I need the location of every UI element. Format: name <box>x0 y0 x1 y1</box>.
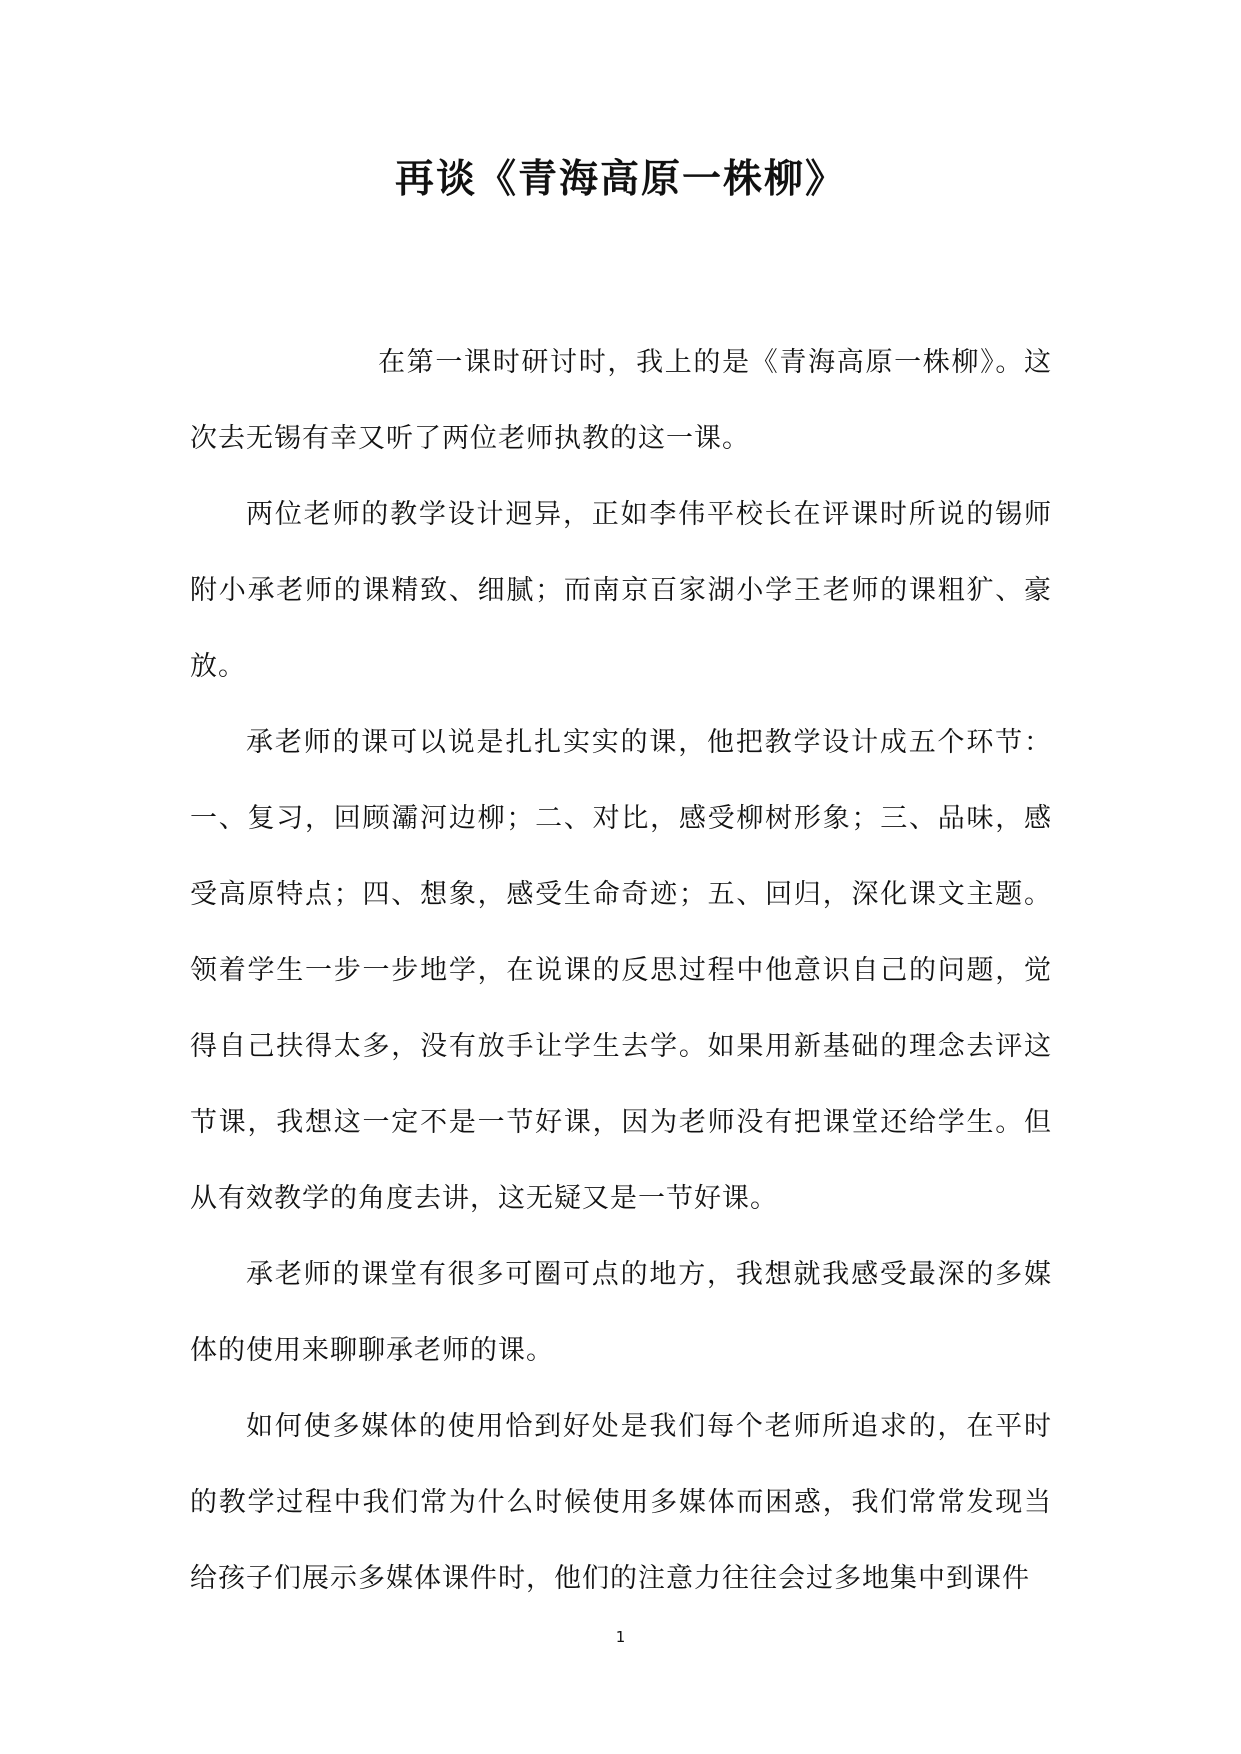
document-title: 再谈《青海高原一株柳》 <box>394 157 846 202</box>
document-body <box>190 325 1052 1617</box>
paragraph-5: 如何使多媒体的使用恰到好处是我们每个老师所追求的，在平时的教学过程中我们常为什么时候使用多媒体而困惑，我们常常发现当给孩子们展示多媒体课件时，他们的注意力往往会过多地集中到课件 <box>190 1411 1052 1594</box>
paragraph-1: 在第一课时研讨时，我上的是《青海高原一株柳》。这次去无锡有幸又听了两位老师执教的这一课。 <box>190 347 1052 454</box>
paragraph-3: 承老师的课可以说是扎扎实实的课，他把教学设计成五个环节：一、复习，回顾灞河边柳；二、对比，感受柳树形象；三、品味，感受高原特点；四、想象，感受生命奇迹；五、回归，深化课文主题。领着学生一步一步地学，在说课的反思过程中他意识自己的问题，觉得自己扶得太多，没有放手让学生去学。如果用新基础的理念去评这节课，我想这一定不是一节好课，因为老师没有把课堂还给学生。但从有效教学的角度去讲，这无疑又是一节好课。 <box>190 727 1052 1214</box>
paragraph-4: 承老师的课堂有很多可圈可点的地方，我想就我感受最深的多媒体的使用来聊聊承老师的课。 <box>190 1259 1052 1366</box>
paragraph-2: 两位老师的教学设计迥异，正如李伟平校长在评课时所说的锡师附小承老师的课精致、细腻；而南京百家湖小学王老师的课粗犷、豪放。 <box>190 499 1052 682</box>
page-number: 1 <box>615 1628 626 1646</box>
